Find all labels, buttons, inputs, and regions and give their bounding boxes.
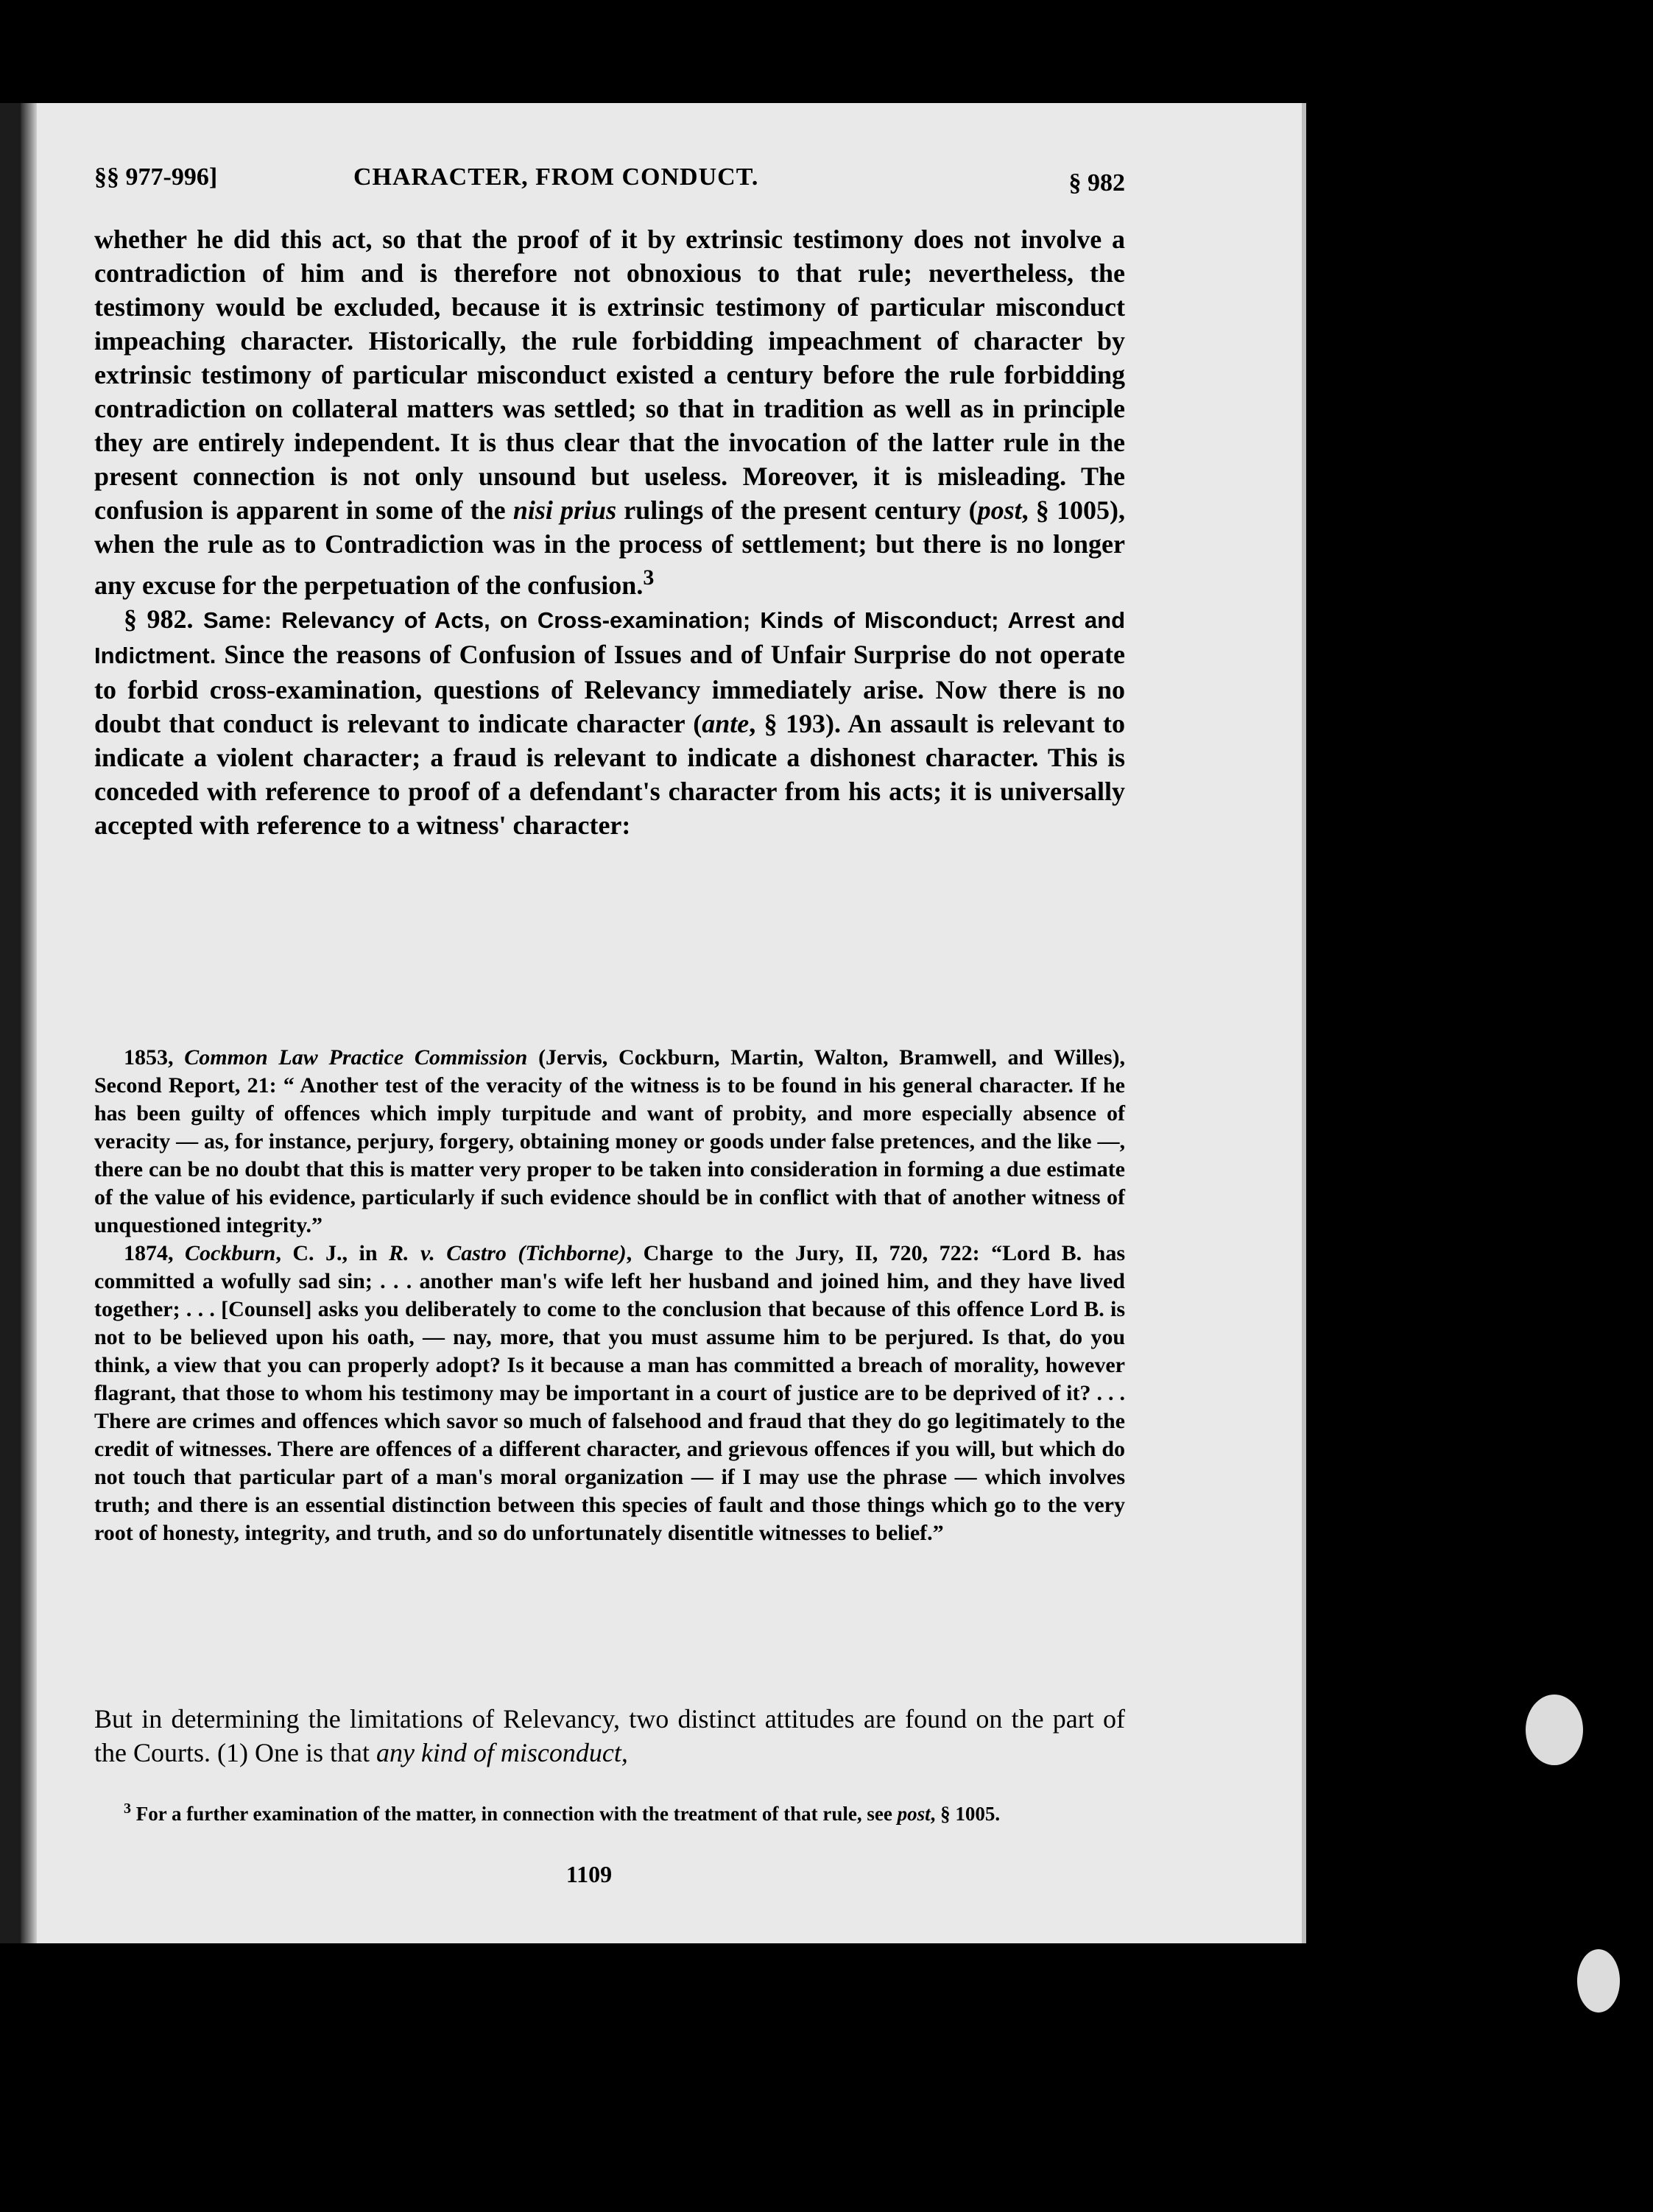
quote-source: Common Law Practice Commission (184, 1045, 528, 1070)
quote-commission-report: 1853, Common Law Practice Commission (Jervis, Cockburn, Martin, Walton, Bramwell, and Willes), Second Report, 21: “ Another test of the veracity of the witness is to be found in his general character. If he has been guilty of offences which imply turpitude and want of probity, and more especially absence of veracity — as, for instance, perjury, forgery, obtaining money or goods under false pretences, and the like —, there can be no doubt that this is matter very proper to be taken into consideration in forming a due estimate of the value of his evidence, particularly if such evidence should be in conflict with that of another witness of unquestioned integrity.” (94, 1045, 1126, 1237)
quote-judge: Cockburn (185, 1241, 276, 1265)
running-head-title: CHARACTER, FROM CONDUCT. (353, 163, 759, 191)
running-head-section: § 982 (1068, 169, 1125, 197)
footnote-ref: 3 (643, 565, 655, 590)
footnote-mark: 3 (124, 1801, 131, 1817)
main-text (94, 222, 1125, 842)
quote-tichborne-charge: 1874, Cockburn, C. J., in R. v. Castro (Tichborne), Charge to the Jury, II, 720, 722: “Lord B. has committed a wofully sad sin; . . . another man's wife left her husband and joined him, and they have lived together; . . . [Counsel] asks you deliberately to come to the conclusion that because of this offence Lord B. is not to be believed upon his oath, — nay, more, that you must assume him to be perjured. Is that, do you think, a view that you can properly adopt? Is it because a man has committed a breach of morality, however flagrant, that those to whom his testimony may be important in a court of justice are to be deprived of it? . . . There are crimes and offences which savor so much of falsehood and fraud that they do go legitimately to the credit of witnesses. There are offences of a different character, and grievous offences if you will, but which do not touch that particular part of a man's moral organization — if I may use the phrase — which involves truth; and there is an essential distinction between this species of fault and those things which go to the very root of honesty, integrity, and truth, and so do unfortunately disentitle witnesses to belief.” (94, 1241, 1126, 1545)
scan-blot (1526, 1695, 1583, 1765)
quoted-extracts (94, 1044, 1125, 1547)
footnote-post-reference: post (897, 1803, 931, 1825)
running-head (94, 163, 1125, 199)
facing-page-sliver (0, 103, 21, 1943)
closing-paragraph: But in determining the limitations of Relevancy, two distinct attitudes are found on the part of the Courts. (1) One is that any kind of misconduct, (94, 1704, 1125, 1767)
nisi-prius-term: nisi prius (512, 495, 617, 525)
paragraph-continued: whether he did this act, so that the proof of it by extrinsic testimony does not involve a contradiction of him and is therefore not obnoxious to that rule; nevertheless, the testimony would be excluded, because it is extrinsic testimony of particular misconduct impeaching character. Historically, the rule forbidding impeachment of character by extrinsic testimony of particular misconduct existed a century before the rule forbidding contradiction on collateral matters was settled; so that in tradition as well as in principle they are entirely independent. It is thus clear that the invocation of the latter rule in the present connection is not only unsound but useless. Moreover, it is misleading. The confusion is apparent in some of the nisi prius rulings of the present century (post, § 1005), when the rule as to Contradiction was in the process of settlement; but there is no longer any excuse for the perpetuation of the confusion.$^3$ (94, 225, 1125, 600)
section-heading: Same: Relevancy of Acts, on Cross-examination; Kinds of Misconduct; Arrest and Indictment. (94, 607, 1126, 668)
closing-italic: any kind of misconduct, (376, 1738, 628, 1767)
book-gutter (21, 103, 37, 1943)
page-number: 1109 (565, 1861, 613, 1887)
quote-case: R. v. Castro (Tichborne) (389, 1241, 627, 1265)
section-number: § 982. (124, 604, 194, 634)
post-reference: post (977, 495, 1022, 525)
page-edge (1302, 103, 1306, 1943)
section-paragraph: § 982. Same: Relevancy of Acts, on Cross-examination; Kinds of Misconduct; Arrest and Indictment. Since the reasons of Confusion of Issues and of Unfair Surprise do not operate to forbid cross-examination, questions of Relevancy immediately arise. Now there is no doubt that conduct is relevant to indicate character (ante, § 193). An assault is relevant to indicate a violent character; a fraud is relevant to indicate a dishonest character. This is conceded with reference to proof of a defendant's character from his acts; it is universally accepted with reference to a witness' character: (94, 604, 1126, 840)
scan-blot (1577, 1949, 1620, 2013)
ante-reference: ante (702, 709, 750, 738)
footnote: $^3$ For a further examination of the matter, in connection with the treatment of that rule, see post, § 1005. (124, 1801, 1001, 1825)
running-head-sections: §§ 977-996] (94, 163, 218, 191)
